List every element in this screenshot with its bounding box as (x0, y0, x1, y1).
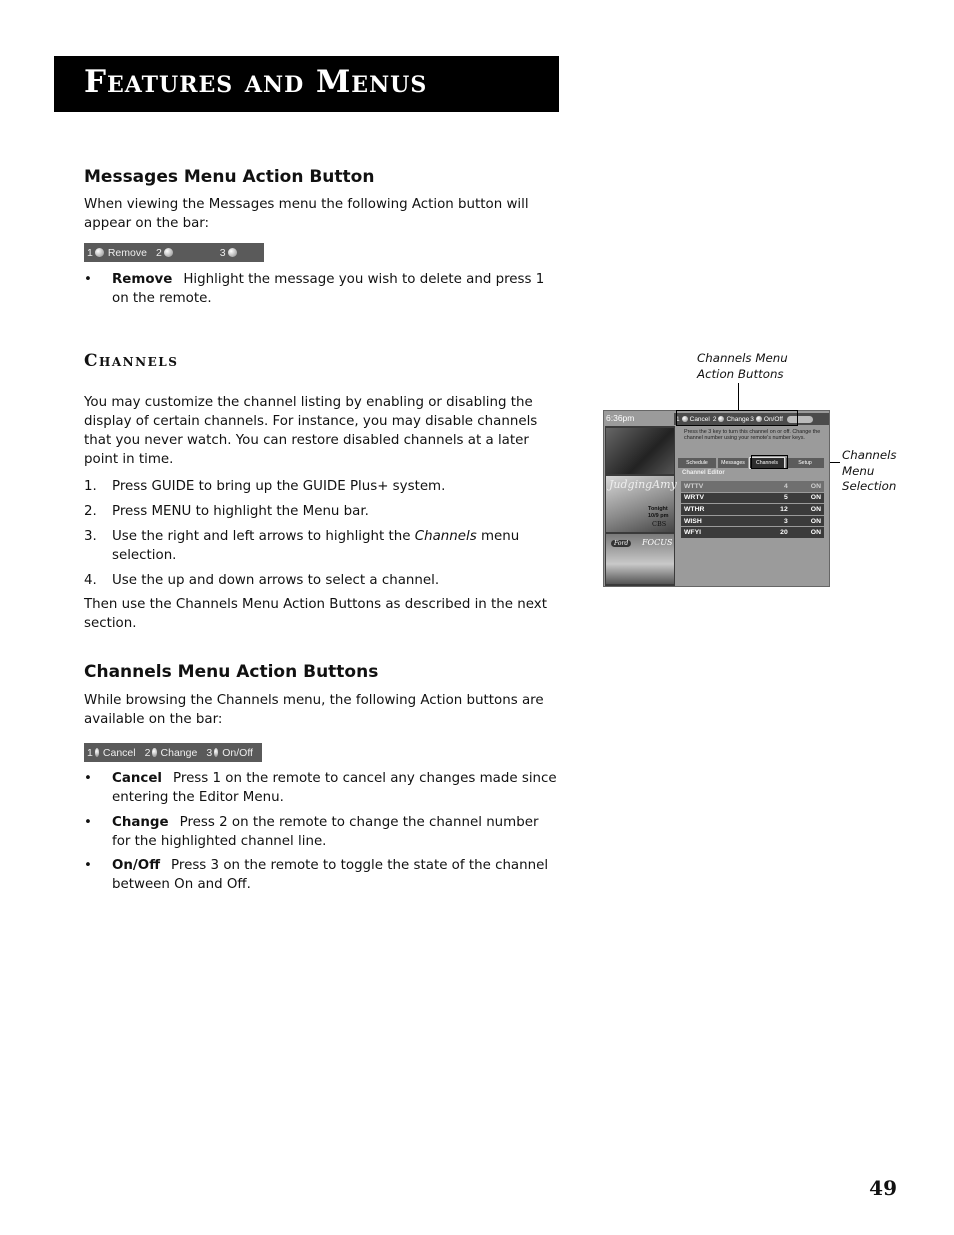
channel-state: ON (810, 494, 821, 502)
bullet-text (112, 769, 559, 807)
page-number: 49 (869, 1176, 897, 1200)
channel-call: WFYI (684, 529, 701, 537)
bullet-description: Press 3 on the remote to toggle the state of the channel between On and Off. (112, 858, 549, 892)
bullet-text (112, 856, 559, 894)
promo-line2: 10/9 pm (648, 513, 669, 519)
bullet-icon: • (84, 858, 92, 873)
step-text-part: Use the right and left arrows to highlight the (112, 529, 415, 544)
step-text: Press MENU to highlight the Menu bar. (112, 504, 369, 519)
screen-info-text: Press the 3 key to turn this channel on or off. Change the channel number using your remote's number keys. (684, 429, 821, 442)
menu-item-channels: Channels (750, 458, 784, 468)
ad-image (606, 534, 674, 584)
action-number: 2 (155, 246, 162, 259)
menu-item-messages: Messages (718, 458, 748, 468)
menu-selection-highlight-box (751, 455, 788, 469)
channels-heading: Channels (84, 351, 179, 371)
step-text-part: menu selection. (112, 529, 520, 563)
action-buttons-highlight-box (676, 410, 798, 426)
step-number: 1. (84, 479, 97, 494)
action-label-cancel: Cancel (102, 746, 136, 759)
step-text: Press GUIDE to bring up the GUIDE Plus+ system. (112, 479, 446, 494)
screen-ad-column (605, 426, 675, 586)
action-label-onoff: On/Off (222, 746, 253, 759)
menu-item-schedule: Schedule (678, 458, 716, 468)
channels-action-heading: Channels Menu Action Buttons (84, 662, 379, 682)
channel-number: 4 (783, 482, 788, 490)
step-text (112, 527, 559, 565)
callout-action-buttons (697, 351, 788, 382)
step-item (84, 527, 559, 565)
messages-intro: When viewing the Messages menu the following Action button will appear on the bar: (84, 197, 529, 231)
action-button-icon (214, 748, 218, 757)
promo-line1: Tonight (648, 506, 668, 512)
step-item (84, 571, 559, 590)
action-button-icon (228, 248, 237, 257)
channel-state: ON (810, 529, 821, 537)
step-number: 3. (84, 529, 97, 544)
step-number: 2. (84, 504, 97, 519)
channels-action-intro: While browsing the Channels menu, the following Action buttons are available on the bar: (84, 693, 544, 727)
callout-line: Selection (842, 479, 897, 493)
callout-line: Action Buttons (697, 366, 784, 381)
steps-list (84, 477, 559, 596)
channel-call: WTHR (684, 505, 705, 513)
channel-state: ON (810, 517, 821, 525)
bullet-description: Press 2 on the remote to change the channel number for the highlighted channel line. (112, 815, 539, 849)
step-item (84, 502, 559, 521)
chapter-header (54, 56, 559, 112)
action-number: 2 (144, 746, 151, 759)
channel-state: ON (810, 505, 821, 513)
callout-line: Channels Menu (697, 351, 788, 365)
list-item (84, 813, 559, 851)
action-label-remove: Remove (107, 246, 147, 259)
promo-image (606, 476, 677, 532)
action-number: 3 (750, 415, 754, 423)
ad-brand-logo: Ford (611, 540, 631, 547)
channel-call: WISH (684, 517, 702, 525)
bullet-description: Press 1 on the remote to cancel any changes made since entering the Editor Menu. (112, 771, 557, 805)
screen-time: 6:36pm (606, 413, 635, 423)
action-number: 2 (712, 415, 717, 423)
channel-table (681, 481, 824, 539)
action-number: 1 (87, 746, 93, 759)
callout-line: Menu (842, 463, 875, 478)
bullet-term: Cancel (112, 771, 163, 786)
bullet-icon: • (84, 815, 92, 830)
ad-model: FOCUS (642, 538, 673, 547)
bullet-icon: • (84, 272, 92, 287)
callout-leader-line (738, 383, 739, 410)
table-row (681, 504, 824, 515)
channel-call: WRTV (684, 494, 705, 502)
channel-state: ON (810, 482, 821, 490)
bullet-term: On/Off (112, 858, 161, 873)
list-item (84, 270, 559, 308)
action-number: 1 (87, 246, 93, 259)
video-window-image (606, 428, 674, 474)
step-text: Use the up and down arrows to select a channel. (112, 573, 440, 588)
channel-number: 5 (783, 494, 788, 502)
editor-title: Channel Editor (682, 470, 725, 476)
action-label-change: Change (726, 415, 750, 423)
list-item (84, 769, 559, 807)
table-row (681, 493, 824, 504)
channels-action-bar (84, 743, 262, 762)
chapter-title: Features and Menus (84, 64, 428, 100)
channel-number: 20 (780, 529, 788, 537)
action-button-icon (164, 248, 173, 257)
action-number: 1 (676, 415, 680, 423)
action-label-onoff: On/Off (763, 415, 783, 423)
promo-title: JudgingAmy (609, 478, 677, 491)
step-item (84, 477, 559, 496)
action-label-cancel: Cancel (689, 415, 710, 423)
step-text-emphasis: Channels (414, 529, 477, 544)
bullet-description: Highlight the message you wish to delete and press 1 on the remote. (112, 272, 545, 306)
table-row (681, 527, 824, 538)
callout-menu-selection (842, 448, 897, 495)
messages-action-bar (84, 243, 264, 262)
callout-line: Channels (842, 448, 897, 462)
step-number: 4. (84, 573, 97, 588)
action-button-icon (152, 748, 156, 757)
action-button-icon (95, 748, 99, 757)
bullet-text (112, 270, 559, 308)
action-number: 3 (219, 246, 226, 259)
action-number: 3 (206, 746, 213, 759)
channel-number: 12 (780, 505, 788, 513)
channels-outro: Then use the Channels Menu Action Buttons as described in the next section. (84, 597, 547, 631)
channel-number: 3 (783, 517, 788, 525)
bullet-term: Change (112, 815, 169, 830)
bullet-icon: • (84, 771, 92, 786)
table-row (681, 516, 824, 527)
bullet-term: Remove (112, 272, 173, 287)
table-row (681, 481, 824, 492)
promo-network: CBS (652, 520, 667, 528)
action-label-change: Change (160, 746, 198, 759)
channel-call: WTTV (684, 482, 704, 490)
action-button-icon (95, 248, 104, 257)
guide-screen (603, 410, 830, 587)
messages-heading: Messages Menu Action Button (84, 167, 375, 187)
list-item (84, 856, 559, 894)
bullet-text (112, 813, 559, 851)
channels-intro: You may customize the channel listing by enabling or disabling the display of certain channels. For instance, you may disable channels that you never watch. You can restore disabled channels at a later point in time. (84, 395, 538, 467)
menu-item-setup: Setup (786, 458, 824, 468)
